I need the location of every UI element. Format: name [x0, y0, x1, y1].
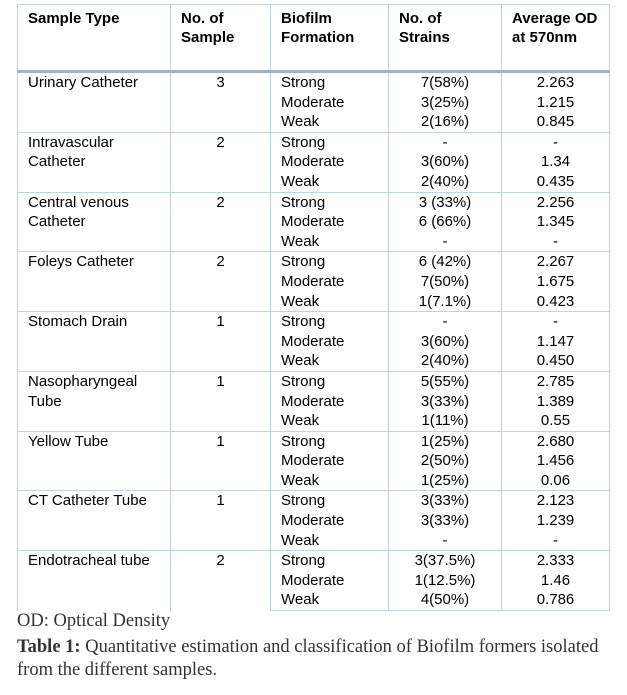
formation-cell: Weak: [271, 351, 389, 371]
strains-cell: -: [389, 132, 502, 152]
caption-text: Quantitative estimation and classification of Biofilm formers isolated from the different samples.: [17, 637, 599, 680]
table-header-row: [18, 5, 610, 72]
formation-cell: Weak: [271, 292, 389, 312]
formation-cell: Weak: [271, 531, 389, 551]
formation-cell: Strong: [271, 132, 389, 152]
footnote: OD: Optical Density: [17, 611, 171, 631]
table-row: [18, 192, 610, 212]
sample-count-cell: 2: [171, 192, 271, 252]
strains-cell: 2(40%): [389, 351, 502, 371]
formation-cell: Moderate: [271, 152, 389, 172]
header-no-of-sample: No. of Sample: [171, 5, 271, 72]
strains-cell: 3(33%): [389, 392, 502, 412]
sample-type-cell: Foleys Catheter: [18, 252, 171, 312]
sample-count-cell: 2: [171, 132, 271, 192]
formation-cell: Weak: [271, 172, 389, 192]
table-row: [18, 252, 610, 272]
strains-cell: 1(25%): [389, 471, 502, 491]
table-row: [18, 491, 610, 511]
od-cell: -: [502, 132, 610, 152]
formation-cell: Moderate: [271, 212, 389, 232]
formation-cell: Strong: [271, 371, 389, 391]
od-cell: 1.389: [502, 392, 610, 412]
strains-cell: 3(25%): [389, 93, 502, 113]
header-average-od: Average OD at 570nm: [502, 5, 610, 72]
sample-count-cell: 1: [171, 312, 271, 372]
biofilm-table: [17, 4, 610, 611]
strains-cell: -: [389, 312, 502, 332]
strains-cell: 4(50%): [389, 590, 502, 610]
caption-label: Table 1:: [17, 637, 81, 657]
od-cell: 2.680: [502, 431, 610, 451]
formation-cell: Moderate: [271, 511, 389, 531]
table-row: [18, 431, 610, 451]
strains-cell: -: [389, 531, 502, 551]
strains-cell: 2(16%): [389, 112, 502, 132]
header-biofilm-formation: Biofilm Formation: [271, 5, 389, 72]
table-row: [18, 551, 610, 571]
od-cell: 2.267: [502, 252, 610, 272]
header-sample-type: Sample Type: [18, 5, 171, 72]
sample-count-cell: 1: [171, 491, 271, 551]
formation-cell: Moderate: [271, 571, 389, 591]
strains-cell: 3(60%): [389, 152, 502, 172]
formation-cell: Weak: [271, 232, 389, 252]
formation-cell: Strong: [271, 192, 389, 212]
strains-cell: -: [389, 232, 502, 252]
od-cell: 2.263: [502, 72, 610, 93]
formation-cell: Moderate: [271, 451, 389, 471]
strains-cell: 1(12.5%): [389, 571, 502, 591]
od-cell: 1.34: [502, 152, 610, 172]
sample-type-cell: Intravascular Catheter: [18, 132, 171, 192]
od-cell: 1.147: [502, 332, 610, 352]
sample-count-cell: 1: [171, 431, 271, 491]
od-cell: 0.450: [502, 351, 610, 371]
header-no-of-strains: No. of Strains: [389, 5, 502, 72]
table-row: [18, 72, 610, 93]
formation-cell: Weak: [271, 112, 389, 132]
sample-type-cell: Stomach Drain: [18, 312, 171, 372]
strains-cell: 1(25%): [389, 431, 502, 451]
strains-cell: 2(50%): [389, 451, 502, 471]
od-cell: -: [502, 531, 610, 551]
strains-cell: 3(60%): [389, 332, 502, 352]
od-cell: 0.845: [502, 112, 610, 132]
od-cell: 0.423: [502, 292, 610, 312]
sample-count-cell: 3: [171, 72, 271, 133]
od-cell: 2.333: [502, 551, 610, 571]
strains-cell: 2(40%): [389, 172, 502, 192]
od-cell: 0.06: [502, 471, 610, 491]
formation-cell: Strong: [271, 312, 389, 332]
od-cell: -: [502, 232, 610, 252]
sample-type-cell: Central venous Catheter: [18, 192, 171, 252]
od-cell: 1.215: [502, 93, 610, 113]
formation-cell: Strong: [271, 551, 389, 571]
table-row: [18, 371, 610, 391]
strains-cell: 1(11%): [389, 411, 502, 431]
od-cell: 1.239: [502, 511, 610, 531]
formation-cell: Moderate: [271, 392, 389, 412]
od-cell: 0.786: [502, 590, 610, 610]
strains-cell: 3(37.5%): [389, 551, 502, 571]
strains-cell: 7(50%): [389, 272, 502, 292]
sample-count-cell: 1: [171, 371, 271, 431]
formation-cell: Weak: [271, 471, 389, 491]
formation-cell: Strong: [271, 431, 389, 451]
formation-cell: Strong: [271, 72, 389, 93]
strains-cell: 3(33%): [389, 491, 502, 511]
strains-cell: 3 (33%): [389, 192, 502, 212]
od-cell: 1.46: [502, 571, 610, 591]
formation-cell: Weak: [271, 411, 389, 431]
sample-type-cell: Endotracheal tube: [18, 551, 171, 611]
od-cell: 0.55: [502, 411, 610, 431]
od-cell: 1.675: [502, 272, 610, 292]
od-cell: 2.123: [502, 491, 610, 511]
strains-cell: 6 (42%): [389, 252, 502, 272]
od-cell: 1.345: [502, 212, 610, 232]
formation-cell: Moderate: [271, 93, 389, 113]
sample-type-cell: Yellow Tube: [18, 431, 171, 491]
formation-cell: Strong: [271, 252, 389, 272]
table-row: [18, 312, 610, 332]
table-caption: [17, 636, 617, 682]
strains-cell: 1(7.1%): [389, 292, 502, 312]
od-cell: -: [502, 312, 610, 332]
formation-cell: Moderate: [271, 272, 389, 292]
strains-cell: 5(55%): [389, 371, 502, 391]
table-row: [18, 132, 610, 152]
sample-type-cell: Urinary Catheter: [18, 72, 171, 133]
sample-type-cell: CT Catheter Tube: [18, 491, 171, 551]
strains-cell: 6 (66%): [389, 212, 502, 232]
od-cell: 1.456: [502, 451, 610, 471]
formation-cell: Weak: [271, 590, 389, 610]
strains-cell: 3(33%): [389, 511, 502, 531]
formation-cell: Moderate: [271, 332, 389, 352]
od-cell: 2.785: [502, 371, 610, 391]
sample-type-cell: Nasopharyngeal Tube: [18, 371, 171, 431]
strains-cell: 7(58%): [389, 72, 502, 93]
sample-count-cell: 2: [171, 252, 271, 312]
sample-count-cell: 2: [171, 551, 271, 611]
formation-cell: Strong: [271, 491, 389, 511]
od-cell: 2.256: [502, 192, 610, 212]
od-cell: 0.435: [502, 172, 610, 192]
